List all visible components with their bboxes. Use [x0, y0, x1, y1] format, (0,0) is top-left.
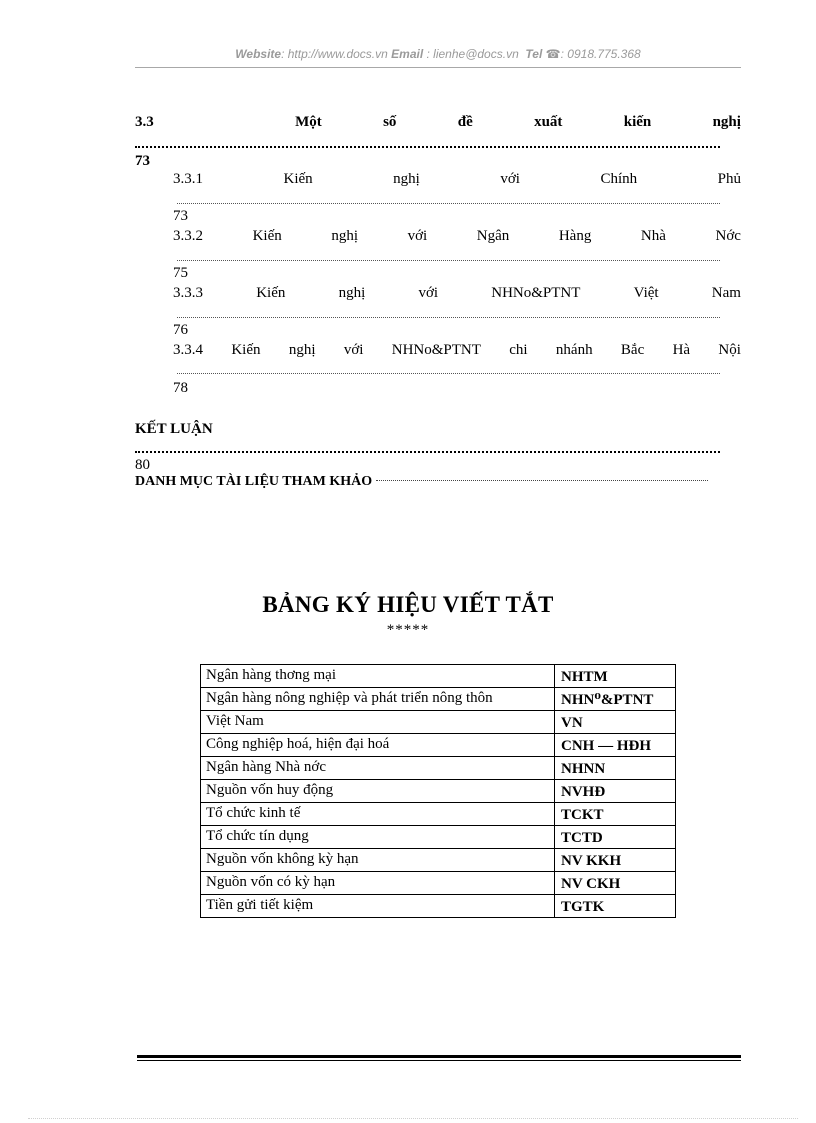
term-cell: Ngân hàng thơng mại: [201, 665, 555, 688]
table-row: [201, 849, 676, 872]
toc-word: nghị: [712, 114, 741, 130]
website-label: Website: [235, 47, 282, 61]
table-row: [201, 734, 676, 757]
abbr-cell: NV KKH: [555, 849, 676, 872]
abbr-cell: NHN⁰&PTNT: [555, 688, 676, 711]
term-cell: Ngân hàng nông nghiệp và phát triển nông thôn: [201, 688, 555, 711]
toc-word: Nội: [718, 342, 741, 358]
tel-label: Tel: [525, 47, 543, 61]
toc-word: Ngân: [476, 228, 510, 244]
toc-item-3-3: [135, 114, 741, 131]
toc-word: nghị: [331, 228, 358, 244]
toc-word: 3.3.2: [173, 228, 203, 244]
toc-word: 3.3: [135, 114, 154, 130]
toc-word: với: [418, 285, 439, 301]
term-cell: Công nghiệp hoá, hiện đại hoá: [201, 734, 555, 757]
table-row: [201, 688, 676, 711]
term-cell: Việt Nam: [201, 711, 555, 734]
header-divider: [135, 67, 741, 68]
table-row: [201, 757, 676, 780]
toc-leader-dots: [135, 451, 720, 453]
toc-heading: DANH MỤC TÀI LIỆU THAM KHẢO: [135, 474, 373, 489]
table-row: [201, 826, 676, 849]
toc-page-number: 75: [173, 265, 188, 281]
toc-word: với: [407, 228, 428, 244]
term-cell: Tổ chức kinh tế: [201, 803, 555, 826]
term-cell: Nguồn vốn không kỳ hạn: [201, 849, 555, 872]
toc-word: 3.3.1: [173, 171, 203, 187]
toc-item-3-3-2: [173, 228, 741, 245]
toc-word: NHNo&PTNT: [491, 285, 581, 301]
term-cell: Tiền gửi tiết kiệm: [201, 895, 555, 918]
toc-leader-dots: [177, 260, 720, 261]
toc-heading: KẾT LUẬN: [135, 421, 213, 437]
toc-word: Nam: [711, 285, 741, 301]
page-header: Website: http://www.docs.vn Email : lienhe@docs.vn Tel ☎: 0918.775.368: [235, 47, 641, 61]
toc-word: 3.3.3: [173, 285, 203, 301]
toc-leader-dots: [376, 480, 708, 481]
toc-item-references: [135, 474, 708, 490]
toc-word: Kiến: [283, 171, 313, 187]
toc-word: nhánh: [555, 342, 593, 358]
toc-word: NHNo&PTNT: [391, 342, 481, 358]
toc-word: với: [343, 342, 364, 358]
table-row: [201, 895, 676, 918]
toc-word: xuất: [534, 114, 563, 130]
toc-word: đề: [457, 114, 473, 130]
term-cell: Ngân hàng Nhà nớc: [201, 757, 555, 780]
toc-word: số: [383, 114, 397, 130]
toc-word: Kiến: [252, 228, 282, 244]
toc-word: nghị: [338, 285, 366, 301]
toc-page-number: 73: [135, 153, 150, 169]
toc-word: Phủ: [717, 171, 741, 187]
table-row: [201, 665, 676, 688]
toc-page-number: 76: [173, 322, 188, 338]
email-address: lienhe@docs.vn: [433, 47, 519, 61]
toc-word: Nhà: [640, 228, 666, 244]
toc-word: Bắc: [620, 342, 645, 358]
footer-divider-thick: [137, 1055, 741, 1058]
toc-item-3-3-3: [173, 285, 741, 302]
phone-number: 0918.775.368: [567, 47, 641, 61]
table-row: [201, 711, 676, 734]
toc-word: nghị: [288, 342, 316, 358]
toc-word: Kiến: [231, 342, 261, 358]
abbr-cell: NVHĐ: [555, 780, 676, 803]
toc-word: Kiến: [256, 285, 286, 301]
abbr-cell: TCKT: [555, 803, 676, 826]
table-row: [201, 780, 676, 803]
abbr-cell: NHNN: [555, 757, 676, 780]
email-label: Email: [391, 47, 424, 61]
toc-word: nghị: [393, 171, 420, 187]
term-cell: Nguồn vốn huy động: [201, 780, 555, 803]
abbr-cell: VN: [555, 711, 676, 734]
toc-page-number: 80: [135, 457, 150, 473]
abbr-cell: NV CKH: [555, 872, 676, 895]
toc-item-conclusion: [135, 421, 213, 438]
term-cell: Tổ chức tín dụng: [201, 826, 555, 849]
toc-word: Việt: [633, 285, 659, 301]
abbr-cell: CNH — HĐH: [555, 734, 676, 757]
toc-word: 3.3.4: [173, 342, 203, 358]
toc-word: với: [500, 171, 520, 187]
phone-icon: ☎: [545, 47, 561, 61]
toc-item-3-3-4: [173, 342, 741, 359]
toc-word: Hàng: [558, 228, 592, 244]
section-title: BẢNG KÝ HIỆU VIẾT TẮT: [262, 592, 554, 617]
toc-page-number: 73: [173, 208, 188, 224]
abbreviation-table: [200, 664, 676, 918]
website-url: http://www.docs.vn: [287, 47, 388, 61]
abbr-cell: NHTM: [555, 665, 676, 688]
footer-divider-thin: [137, 1060, 741, 1061]
toc-word: Chính: [600, 171, 638, 187]
toc-item-3-3-1: [173, 171, 741, 188]
toc-leader-dots: [177, 203, 720, 204]
toc-page-number: 78: [173, 380, 188, 396]
abbr-cell: TGTK: [555, 895, 676, 918]
abbr-cell: TCTD: [555, 826, 676, 849]
table-row: [201, 872, 676, 895]
toc-leader-dots: [177, 317, 720, 318]
toc-word: kiến: [623, 114, 652, 130]
toc-leader-dots: [135, 146, 720, 148]
term-cell: Nguồn vốn có kỳ hạn: [201, 872, 555, 895]
page-bottom-border: [28, 1118, 798, 1119]
toc-word: Một: [295, 114, 322, 130]
toc-word: Nớc: [715, 228, 741, 244]
toc-leader-dots: [177, 373, 720, 374]
table-row: [201, 803, 676, 826]
toc-word: Hà: [672, 342, 691, 358]
toc-word: chi: [509, 342, 528, 358]
title-ornament: *****: [386, 622, 430, 638]
